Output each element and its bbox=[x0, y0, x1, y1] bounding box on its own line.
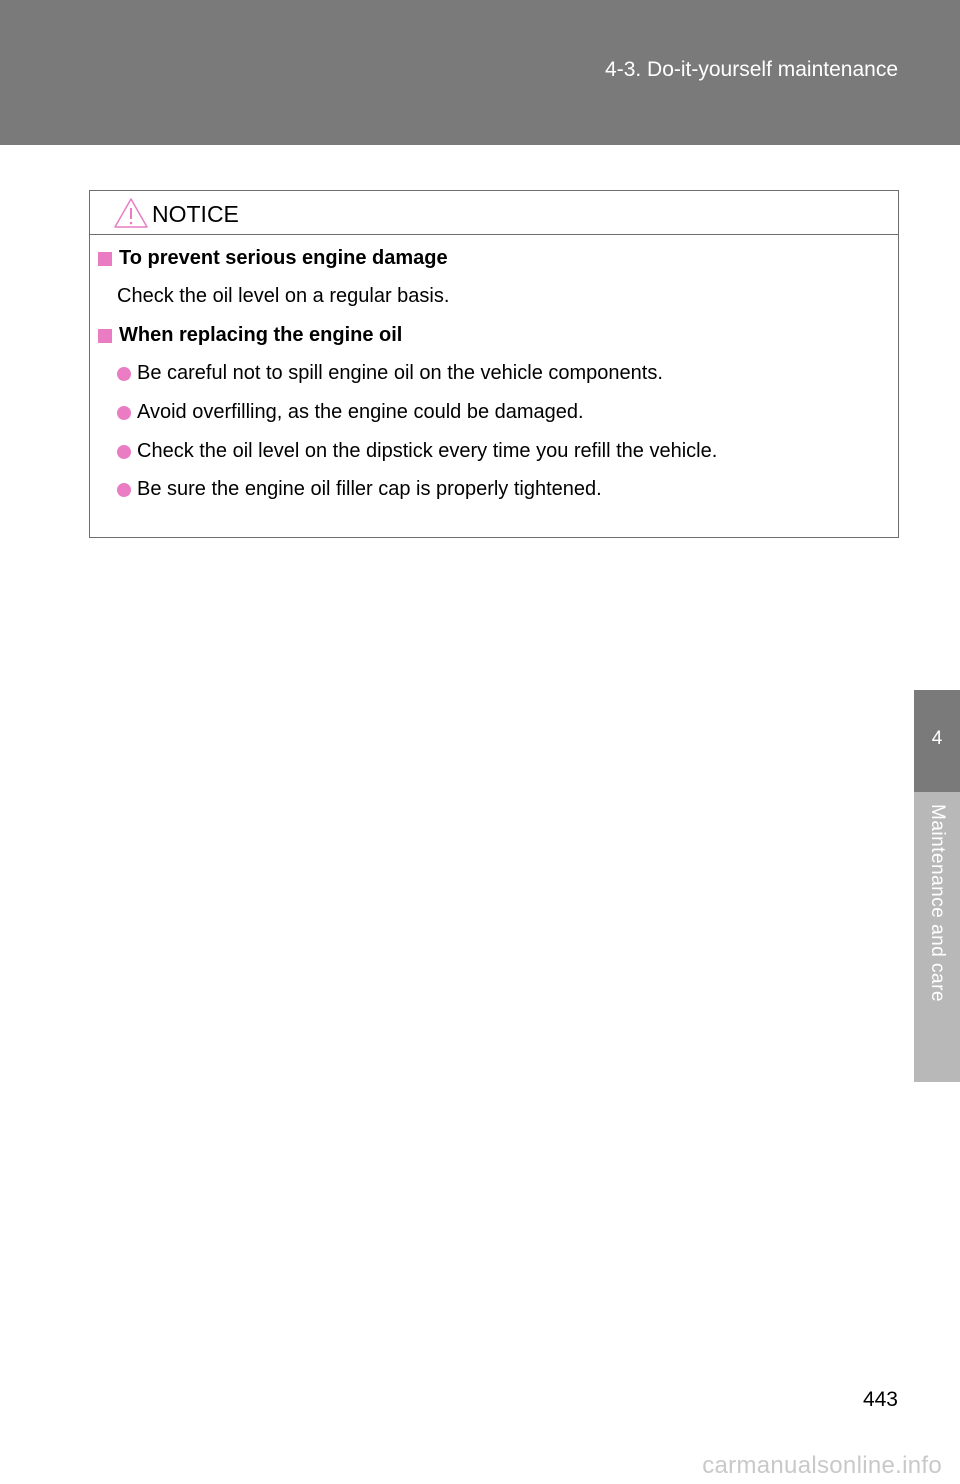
notice-header bbox=[90, 191, 898, 235]
section-heading bbox=[98, 324, 402, 347]
chapter-title: Maintenance and care bbox=[927, 804, 948, 1003]
page-number: 443 bbox=[862, 1388, 898, 1411]
list-item bbox=[117, 401, 584, 424]
round-bullet-icon bbox=[117, 406, 131, 420]
page-header bbox=[0, 0, 960, 145]
list-item-text: Be careful not to spill engine oil on the vehicle components. bbox=[137, 362, 663, 384]
square-bullet-icon bbox=[98, 252, 112, 266]
round-bullet-icon bbox=[117, 483, 131, 497]
chapter-number: 4 bbox=[931, 728, 943, 749]
list-item bbox=[117, 440, 717, 463]
section-heading-text: When replacing the engine oil bbox=[119, 324, 403, 346]
warning-triangle-icon bbox=[113, 197, 149, 229]
round-bullet-icon bbox=[117, 445, 131, 459]
section-heading-text: To prevent serious engine damage bbox=[119, 247, 448, 269]
section-text: Check the oil level on a regular basis. bbox=[117, 285, 450, 307]
list-item-text: Be sure the engine oil filler cap is properly tightened. bbox=[137, 478, 602, 500]
list-item-text: Avoid overfilling, as the engine could be damaged. bbox=[137, 401, 584, 423]
section-heading bbox=[98, 247, 448, 270]
chapter-tab bbox=[914, 690, 960, 792]
chapter-band bbox=[914, 792, 960, 1082]
list-item-text: Check the oil level on the dipstick every time you refill the vehicle. bbox=[137, 440, 718, 462]
notice-box bbox=[89, 190, 899, 538]
list-item bbox=[117, 478, 602, 501]
list-item bbox=[117, 362, 663, 385]
round-bullet-icon bbox=[117, 367, 131, 381]
square-bullet-icon bbox=[98, 329, 112, 343]
notice-title: NOTICE bbox=[152, 201, 239, 227]
section-title: 4-3. Do-it-yourself maintenance bbox=[605, 58, 898, 81]
watermark: carmanualsonline.info bbox=[702, 1452, 942, 1479]
